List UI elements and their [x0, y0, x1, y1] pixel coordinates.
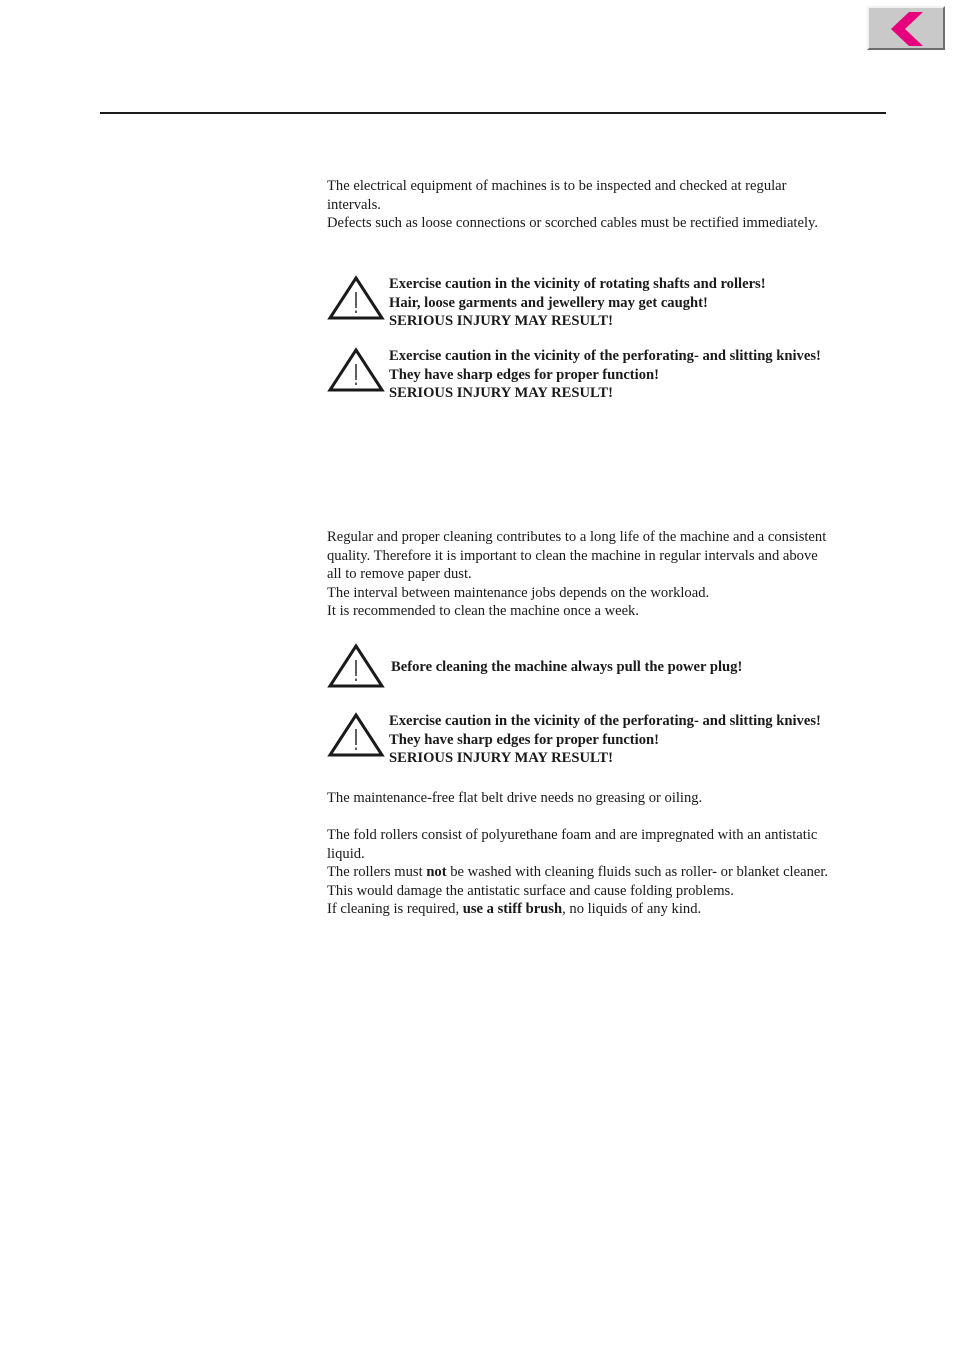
- text-line: liquid.: [327, 845, 365, 862]
- text-line: The interval between maintenance jobs depends on the workload.: [327, 584, 710, 601]
- fold-rollers-paragraph: [327, 826, 887, 919]
- text-segment: The rollers must: [327, 864, 427, 881]
- warning-line: Before cleaning the machine always pull the power plug!: [391, 659, 743, 675]
- warning-line: Exercise caution in the vicinity of the perforating- and slitting knives!: [389, 713, 821, 729]
- warning-line: SERIOUS INJURY MAY RESULT!: [389, 750, 613, 767]
- header-divider: [100, 112, 886, 114]
- text-line: The fold rollers consist of polyurethane foam and are impregnated with an antistatic: [327, 827, 818, 843]
- warning-line: SERIOUS INJURY MAY RESULT!: [389, 313, 613, 330]
- text-line: The electrical equipment of machines is to be inspected and checked at regular: [327, 178, 787, 194]
- text-segment: , no liquids of any kind.: [562, 901, 702, 918]
- text-line: quality. Therefore it is important to clean the machine in regular intervals and above: [327, 547, 818, 564]
- text-line: It is recommended to clean the machine once a week.: [327, 603, 640, 620]
- text-line: [327, 900, 887, 919]
- warning-line: Exercise caution in the vicinity of the perforating- and slitting knives!: [389, 348, 821, 364]
- warning-triangle-icon: [327, 712, 385, 758]
- text-segment: be washed with cleaning fluids such as roller- or blanket cleaner.: [446, 864, 829, 881]
- warning-line: Exercise caution in the vicinity of rotating shafts and rollers!: [389, 276, 766, 292]
- electrical-inspection-paragraph: [327, 177, 887, 233]
- belt-drive-paragraph: [327, 789, 887, 808]
- back-button[interactable]: [867, 6, 945, 50]
- warning-line: They have sharp edges for proper function!: [389, 366, 659, 383]
- warning-line: SERIOUS INJURY MAY RESULT!: [389, 385, 613, 402]
- text-line: intervals.: [327, 196, 381, 213]
- text-line: Defects such as loose connections or scorched cables must be rectified immediately.: [327, 215, 819, 232]
- cleaning-paragraph: [327, 528, 887, 621]
- warning-triangle-icon: [327, 275, 385, 321]
- warning-triangle-icon: [327, 643, 385, 689]
- text-line: all to remove paper dust.: [327, 566, 472, 583]
- back-chevron-icon: [889, 12, 925, 46]
- warning-triangle-icon: [327, 347, 385, 393]
- warning-line: They have sharp edges for proper function!: [389, 731, 659, 748]
- emphasis-not: not: [426, 864, 447, 881]
- text-segment: If cleaning is required,: [327, 901, 463, 918]
- emphasis-stiff-brush: use a stiff brush: [462, 901, 563, 918]
- text-line: This would damage the antistatic surface and cause folding problems.: [327, 882, 734, 899]
- text-line: The maintenance-free flat belt drive needs no greasing or oiling.: [327, 790, 703, 806]
- warning-line: Hair, loose garments and jewellery may get caught!: [389, 294, 708, 311]
- text-line: [327, 863, 887, 882]
- text-line: Regular and proper cleaning contributes to a long life of the machine and a consistent: [327, 529, 827, 545]
